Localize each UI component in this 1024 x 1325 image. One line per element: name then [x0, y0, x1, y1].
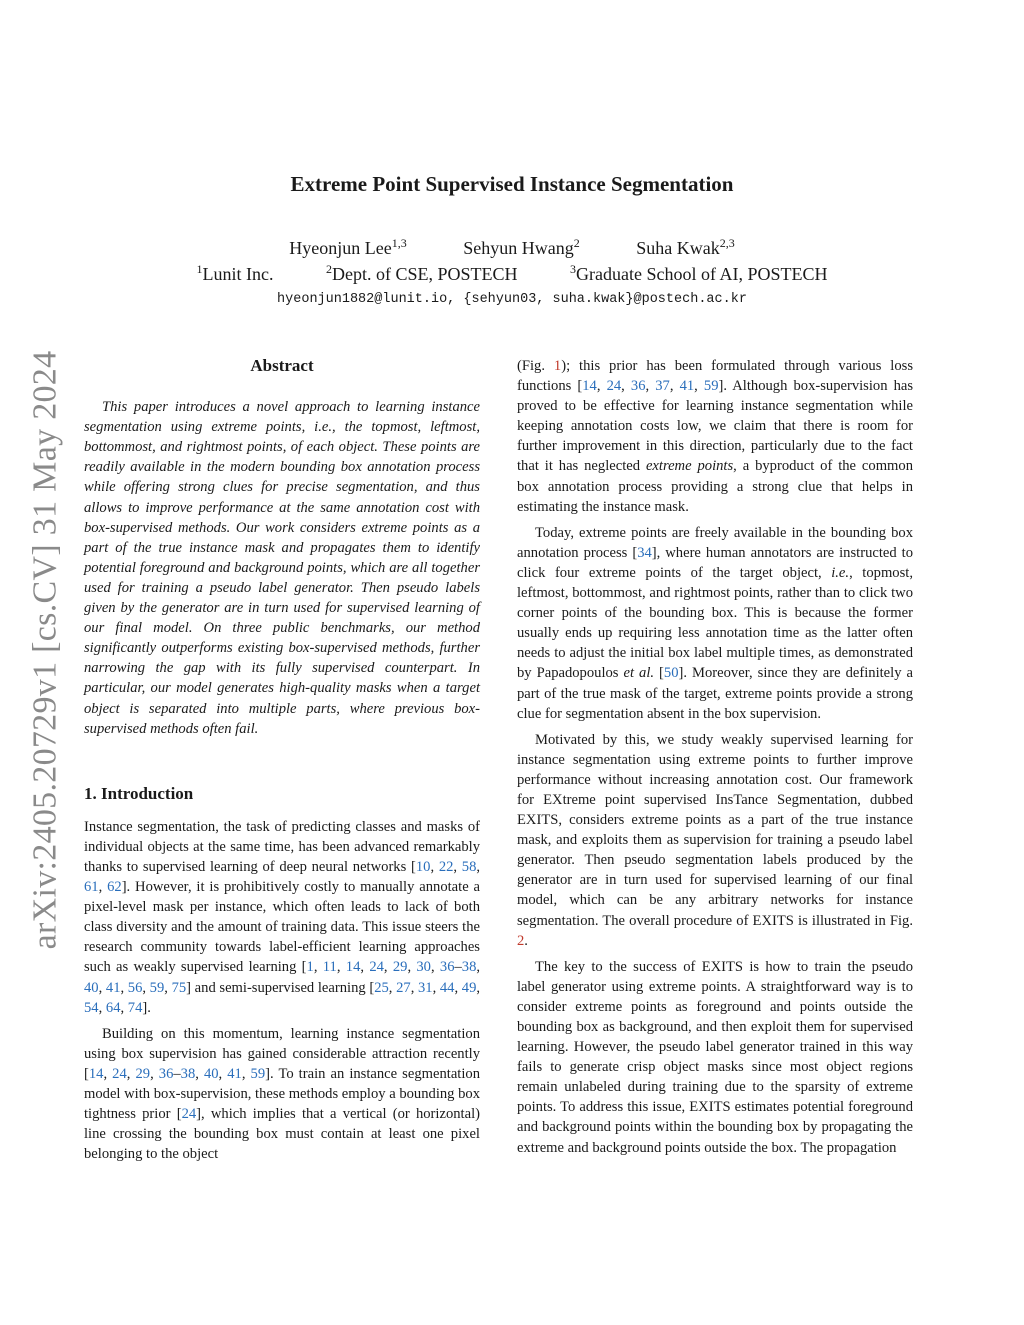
- left-column: [84, 356, 480, 1170]
- author: Suha Kwak$^{2,3}$: [636, 236, 735, 258]
- citation-link[interactable]: 41: [227, 1065, 242, 1082]
- citation-link[interactable]: 62: [107, 879, 122, 896]
- citation-link[interactable]: 1: [306, 959, 314, 976]
- emphasis-text: i.e.: [831, 564, 850, 581]
- citation-link[interactable]: 22: [438, 858, 454, 875]
- text-run: Building on this momentum, learning instance segmentation using box supervision has gained considerable attraction recently [: [84, 1025, 480, 1082]
- text-run: ,: [453, 858, 462, 875]
- citation-link[interactable]: 59: [703, 378, 719, 395]
- text-run: ,: [120, 999, 128, 1016]
- affiliation: $^1$Lunit Inc.: [196, 262, 274, 284]
- text-run: ,: [596, 378, 607, 395]
- affiliation-list: [0, 264, 1024, 285]
- text-run: ]. Although box-supervision has proved to be effective for learning instance segmentation while keeping annotation costs low, we claim that there is room for further improvement in this direction, particularly due to the fact that it has neglected: [517, 378, 914, 475]
- citation-link[interactable]: 36: [439, 959, 455, 976]
- text-run: ,: [195, 1065, 204, 1082]
- text-run: ,: [407, 959, 417, 976]
- citation-link[interactable]: 14: [88, 1065, 104, 1082]
- text-run: ,: [454, 979, 462, 996]
- citation-link[interactable]: 14: [582, 378, 597, 395]
- text-run: ,: [360, 959, 370, 976]
- text-run: ,: [336, 959, 346, 976]
- citation-link[interactable]: 74: [127, 999, 143, 1016]
- text-run: ,: [410, 979, 418, 996]
- citation-link[interactable]: 24: [181, 1106, 197, 1123]
- text-run: Motivated by this, we study weakly supervised learning for instance segmentation using extreme points to further improve performance without increasing annotation cost. Our framework for EXtreme point supervised InsTance Segmentation, dubbed EXITS, considers extreme points as a part of the true instance mask, and exploits them as supervision for training a pseudo label generator. Then pseudo segmentation labels produced by the generator are in turn used for supervised learning of our final model, which can be any arbitrary networks for instance segmentation. The overall procedure of EXITS is illustrated in Fig.: [517, 731, 913, 929]
- author: Sehyun Hwang$^2$: [463, 236, 580, 258]
- text-run: Instance segmentation, the task of predicting classes and masks of individual objects at the same time, has been advanced remarkably thanks to supervised learning of deep neural networks [: [84, 818, 480, 875]
- affiliation: $^3$Graduate School of AI, POSTECH: [570, 262, 828, 284]
- citation-link[interactable]: 36: [630, 378, 646, 395]
- citation-link[interactable]: 41: [679, 378, 695, 395]
- citation-link[interactable]: 41: [105, 979, 121, 996]
- citation-link[interactable]: 40: [203, 1065, 219, 1082]
- body-paragraph: [517, 957, 913, 1158]
- citation-link[interactable]: 24: [112, 1065, 127, 1082]
- text-run: ,: [383, 959, 393, 976]
- citation-link[interactable]: 10: [415, 858, 431, 875]
- arxiv-watermark: [0, 340, 90, 960]
- text-run: –: [454, 959, 462, 976]
- text-run: ,: [621, 378, 631, 395]
- text-run: ], where human annotators are instructed to click four extreme points of the target object,: [517, 544, 914, 581]
- citation-link[interactable]: 54: [84, 999, 99, 1016]
- text-run: ,: [103, 1065, 113, 1082]
- citation-link[interactable]: 75: [171, 979, 187, 996]
- text-run: ] and semi-supervised learning [: [186, 979, 375, 996]
- body-paragraph: [517, 730, 913, 951]
- body-paragraph: [517, 523, 913, 724]
- text-run: The key to the success of EXITS is how to train the pseudo label generator using extreme points. A straightforward way is to consider extreme points as foreground and points outside the bounding box as background, and then exploit them for supervised learning. However, the pseudo label generator trained in this way fails to generate crisp object masks since most object regions remain unlabeled during training due to the sparsity of extreme points. To address this issue, EXITS estimates potential foreground and background points within the bounding box by propagating the extreme and background points outside the box. The propagation: [517, 958, 913, 1156]
- text-run: Today, extreme points are freely available in the bounding box annotation process [: [517, 524, 913, 561]
- text-run: , a byproduct of the common box annotation process providing a strong clue that helps in estimating the instance mask.: [517, 458, 913, 515]
- text-run: .: [524, 932, 528, 949]
- abstract-title: Abstract: [250, 356, 314, 375]
- citation-link[interactable]: 27: [396, 979, 411, 996]
- citation-link[interactable]: 38: [180, 1065, 196, 1082]
- text-run: ,: [430, 858, 439, 875]
- text-run: , topmost, leftmost, bottommost, and rightmost points, rather than to click two corner points of the bounding box. This is because the former usually ends up requiring less annotation time as the latter often needs to adjust the initial box label multiple times, as demonstrated by Papadopoulos: [517, 564, 913, 682]
- text-run: ,: [142, 979, 150, 996]
- citation-link[interactable]: 24: [606, 378, 622, 395]
- citation-link[interactable]: 37: [655, 378, 670, 395]
- text-run: [: [654, 665, 664, 682]
- figure-ref-link[interactable]: 2: [517, 932, 525, 949]
- citation-link[interactable]: 14: [345, 959, 361, 976]
- author: Hyeonjun Lee$^{1,3}$: [289, 236, 407, 258]
- text-run: ,: [98, 879, 108, 896]
- text-run: ,: [669, 378, 680, 395]
- text-run: ,: [218, 1065, 228, 1082]
- text-run: ,: [645, 378, 656, 395]
- text-run: ]. However, it is prohibitively costly to manually annotate a pixel-level mask per instance, which often leads to lack of both class diversity and the amount of training data. This issue steers the research community towards label-efficient learning approaches such as weakly supervised learning [: [84, 879, 481, 976]
- citation-link[interactable]: 29: [135, 1065, 151, 1082]
- citation-link[interactable]: 11: [322, 959, 337, 976]
- text-run: ,: [126, 1065, 136, 1082]
- text-run: ,: [476, 858, 481, 875]
- emphasis-text: et al.: [623, 665, 655, 682]
- body-paragraph: [84, 817, 480, 1018]
- citation-link[interactable]: 25: [374, 979, 389, 996]
- figure-ref-link[interactable]: 1: [553, 358, 562, 374]
- paper-title: Extreme Point Supervised Instance Segmentation: [290, 172, 734, 196]
- citation-link[interactable]: 34: [637, 544, 652, 561]
- affiliation: $^2$Dept. of CSE, POSTECH: [325, 262, 518, 284]
- citation-link[interactable]: 56: [127, 979, 143, 996]
- text-run: ,: [164, 979, 172, 996]
- text-run: ,: [430, 959, 440, 976]
- citation-link[interactable]: 59: [250, 1065, 266, 1082]
- author-emails: hyeonjun1882@lunit.io, {sehyun03, suha.kwak}@postech.ac.kr: [277, 292, 747, 307]
- arxiv-id: arXiv:2405.20729v1 [cs.CV] 31 May 2024: [26, 350, 63, 950]
- text-run: –: [173, 1065, 181, 1082]
- citation-link[interactable]: 58: [461, 858, 477, 875]
- section-title: 1. Introduction: [84, 783, 194, 803]
- citation-link[interactable]: 40: [84, 979, 99, 996]
- citation-link[interactable]: 36: [158, 1065, 174, 1082]
- text-run: ]. Moreover, since they are definitely a part of the true mask of the target, extreme points provide a strong clue for segmentation absent in the box supervision.: [517, 665, 913, 722]
- citation-link[interactable]: 61: [84, 879, 99, 896]
- text-run: ,: [120, 979, 128, 996]
- citation-link[interactable]: 44: [439, 979, 455, 996]
- citation-link[interactable]: 49: [461, 979, 477, 996]
- text-run: ], which implies that a vertical (or horizontal) line crossing the bounding box must contain at least one pixel belonging to the object: [84, 1106, 480, 1163]
- right-body: [517, 356, 913, 1158]
- text-run: ,: [98, 999, 106, 1016]
- text-run: ,: [432, 979, 440, 996]
- body-paragraph: [517, 356, 913, 517]
- text-run: ].: [142, 999, 151, 1016]
- emphasis-text: extreme points: [645, 458, 734, 475]
- body-paragraph: [84, 1024, 480, 1165]
- text-run: ,: [241, 1065, 251, 1082]
- text-run: ,: [694, 378, 704, 395]
- text-run: ,: [388, 979, 397, 996]
- text-run: ,: [98, 979, 106, 996]
- citation-link[interactable]: 30: [416, 959, 431, 976]
- text-run: ,: [476, 979, 481, 996]
- citation-link[interactable]: 31: [417, 979, 433, 996]
- citation-link[interactable]: 29: [392, 959, 408, 976]
- text-run: ,: [476, 959, 481, 976]
- text-run: ,: [150, 1065, 159, 1082]
- text-run: ]. To train an instance segmentation model with box-supervision, these methods employ a bounding box tightness prior [: [84, 1065, 481, 1123]
- citation-link[interactable]: 50: [663, 665, 679, 682]
- left-body: [84, 817, 480, 1165]
- text-run: ,: [313, 959, 323, 976]
- citation-link[interactable]: 38: [461, 959, 477, 976]
- right-column: [517, 356, 913, 1164]
- citation-link[interactable]: 59: [149, 979, 165, 996]
- citation-link[interactable]: 64: [105, 999, 121, 1016]
- abstract-text: This paper introduces a novel approach to learning instance segmentation using extreme points, i.e., the topmost, leftmost, bottommost, and rightmost points, of each object. These points are readily available in the modern bounding box annotation process while offering strong clues for precise segmentation, and thus allows to improve performance at the same annotation cost with box-supervised methods. Our work considers extreme points as a part of the true instance mask and propagates them to identify potential foreground and background points, which are all together used for training a pseudo label generator. Then pseudo labels given by the generator are in turn used for supervised learning of our final model. On three public benchmarks, our method significantly outperforms existing box-supervised methods, further narrowing the gap with its fully supervised counterpart. In particular, our model generates high-quality masks when a target object is separated into multiple parts, where previous box-supervised methods often fail.: [84, 399, 480, 737]
- text-run: ); this prior has been formulated through various loss functions [: [517, 358, 914, 395]
- citation-link[interactable]: 24: [369, 959, 384, 976]
- author-list: [0, 238, 1024, 259]
- text-run: (Fig.: [517, 358, 554, 374]
